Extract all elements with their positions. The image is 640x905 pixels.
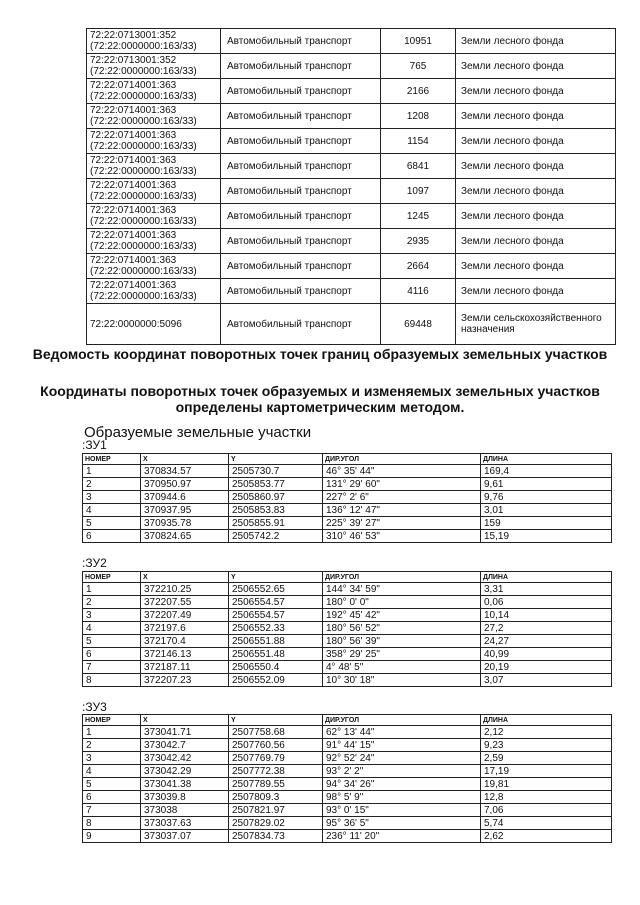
coord-row: [83, 661, 612, 674]
column-header-num: НОМЕР: [83, 454, 141, 465]
coord-x-cell: 370935.78: [141, 517, 229, 530]
parcel-number: 72:22:0714001:363: [90, 230, 177, 241]
coord-num-cell: 4: [83, 622, 141, 635]
coord-x-cell: 372207.49: [141, 609, 229, 622]
parcel-number-cell: [87, 204, 221, 229]
coord-angle-cell: 358° 29' 25": [323, 648, 481, 661]
column-header-num: НОМЕР: [83, 715, 141, 726]
coord-x-cell: 372187.11: [141, 661, 229, 674]
coord-num-cell: 3: [83, 752, 141, 765]
coord-angle-cell: 91° 44' 15": [323, 739, 481, 752]
column-header-x: X: [141, 715, 229, 726]
coord-row: [83, 530, 612, 543]
coord-length-cell: 3,01: [481, 504, 612, 517]
coord-row: [83, 622, 612, 635]
coord-row: [83, 635, 612, 648]
area-cell: 2664: [381, 254, 456, 279]
coord-x-cell: 373041.71: [141, 726, 229, 739]
parcel-number: 72:22:0000000:5096: [90, 318, 182, 330]
coord-y-cell: 2505853.77: [229, 478, 323, 491]
land-category-cell: Земли лесного фонда: [456, 279, 616, 304]
area-cell: 765: [381, 54, 456, 79]
coord-angle-cell: 131° 29' 60": [323, 478, 481, 491]
coord-length-cell: 9,23: [481, 739, 612, 752]
coord-angle-cell: 192° 45' 42": [323, 609, 481, 622]
coord-y-cell: 2507769.79: [229, 752, 323, 765]
coord-angle-cell: 310° 46' 53": [323, 530, 481, 543]
column-header-angle: ДИР.УГОЛ: [323, 454, 481, 465]
column-header-y: Y: [229, 715, 323, 726]
coord-angle-cell: 62° 13' 44": [323, 726, 481, 739]
coord-y-cell: 2506552.65: [229, 583, 323, 596]
coord-length-cell: 3,07: [481, 674, 612, 687]
coord-x-cell: 373041.38: [141, 778, 229, 791]
coord-num-cell: 3: [83, 609, 141, 622]
coord-num-cell: 4: [83, 765, 141, 778]
area-cell: 1208: [381, 104, 456, 129]
coord-length-cell: 5,74: [481, 817, 612, 830]
parcel-number-cell: [87, 279, 221, 304]
coord-length-cell: 19,81: [481, 778, 612, 791]
parcel-number: 72:22:0713001:352: [90, 55, 177, 66]
coord-length-cell: 7,06: [481, 804, 612, 817]
parent-parcel-number: (72:22:0000000:163/33): [90, 191, 197, 202]
land-category-cell: Земли сельскохозяйственного назначения: [456, 304, 616, 345]
coord-x-cell: 372197.6: [141, 622, 229, 635]
coord-row: [83, 830, 612, 843]
usage-cell: Автомобильный транспорт: [221, 179, 381, 204]
coord-length-cell: 40,99: [481, 648, 612, 661]
coord-angle-cell: 144° 34' 59": [323, 583, 481, 596]
column-header-angle: ДИР.УГОЛ: [323, 715, 481, 726]
coord-y-cell: 2507758.68: [229, 726, 323, 739]
coord-row: [83, 674, 612, 687]
plot-label-zu3: :ЗУ3: [82, 700, 107, 714]
coord-length-cell: 12,8: [481, 791, 612, 804]
parcel-number-cell: [87, 304, 221, 345]
cadastral-row: [87, 204, 616, 229]
coord-table-zu1: [82, 453, 612, 543]
cadastral-row: [87, 129, 616, 154]
land-category-cell: Земли лесного фонда: [456, 154, 616, 179]
parcel-number-cell: [87, 54, 221, 79]
column-header-angle: ДИР.УГОЛ: [323, 572, 481, 583]
coord-angle-cell: 92° 52' 24": [323, 752, 481, 765]
usage-cell: Автомобильный транспорт: [221, 254, 381, 279]
coord-row: [83, 739, 612, 752]
parent-parcel-number: (72:22:0000000:163/33): [90, 166, 197, 177]
area-cell: 6841: [381, 154, 456, 179]
area-cell: 1154: [381, 129, 456, 154]
coord-x-cell: 372170.4: [141, 635, 229, 648]
area-cell: 10951: [381, 29, 456, 54]
coord-y-cell: 2507789.55: [229, 778, 323, 791]
coord-length-cell: 2,59: [481, 752, 612, 765]
coord-angle-cell: 46° 35' 44": [323, 465, 481, 478]
coord-length-cell: 3,31: [481, 583, 612, 596]
column-header-y: Y: [229, 454, 323, 465]
coord-y-cell: 2506552.09: [229, 674, 323, 687]
column-header-length: ДЛИНА: [481, 572, 612, 583]
area-cell: 1097: [381, 179, 456, 204]
parent-parcel-number: (72:22:0000000:163/33): [90, 66, 197, 77]
cadastral-row: [87, 179, 616, 204]
coord-length-cell: 17,19: [481, 765, 612, 778]
parcel-number-cell: [87, 154, 221, 179]
usage-cell: Автомобильный транспорт: [221, 29, 381, 54]
parcel-number-cell: [87, 104, 221, 129]
coord-row: [83, 765, 612, 778]
coord-angle-cell: 95° 36' 5": [323, 817, 481, 830]
coord-x-cell: 372210.25: [141, 583, 229, 596]
cadastral-row: [87, 279, 616, 304]
coord-header-row: [83, 454, 612, 465]
coord-x-cell: 373039.8: [141, 791, 229, 804]
column-header-num: НОМЕР: [83, 572, 141, 583]
coord-angle-cell: 180° 56' 52": [323, 622, 481, 635]
coord-y-cell: 2507809.3: [229, 791, 323, 804]
coord-table-zu3: [82, 714, 612, 843]
coord-length-cell: 20,19: [481, 661, 612, 674]
land-category-cell: Земли лесного фонда: [456, 79, 616, 104]
coord-length-cell: 159: [481, 517, 612, 530]
coord-angle-cell: 98° 5' 9": [323, 791, 481, 804]
coord-x-cell: 372146.13: [141, 648, 229, 661]
coord-num-cell: 2: [83, 478, 141, 491]
cadastral-row: [87, 29, 616, 54]
parent-parcel-number: (72:22:0000000:163/33): [90, 266, 197, 277]
coord-row: [83, 648, 612, 661]
coord-x-cell: 370950.97: [141, 478, 229, 491]
land-category-cell: Земли лесного фонда: [456, 29, 616, 54]
coord-row: [83, 791, 612, 804]
coord-x-cell: 373042.29: [141, 765, 229, 778]
usage-cell: Автомобильный транспорт: [221, 154, 381, 179]
coord-x-cell: 370944.6: [141, 491, 229, 504]
parent-parcel-number: (72:22:0000000:163/33): [90, 91, 197, 102]
cadastral-row: [87, 304, 616, 345]
usage-cell: Автомобильный транспорт: [221, 229, 381, 254]
coord-num-cell: 6: [83, 648, 141, 661]
column-header-x: X: [141, 572, 229, 583]
coord-header-row: [83, 715, 612, 726]
land-category-cell: Земли лесного фонда: [456, 254, 616, 279]
coord-row: [83, 465, 612, 478]
area-cell: 1245: [381, 204, 456, 229]
parent-parcel-number: (72:22:0000000:163/33): [90, 141, 197, 152]
usage-cell: Автомобильный транспорт: [221, 54, 381, 79]
coord-y-cell: 2505860.97: [229, 491, 323, 504]
heading-method: Координаты поворотных точек образуемых и изменяемых земельных участков определены картометрическим методом.: [40, 383, 600, 415]
coord-num-cell: 4: [83, 504, 141, 517]
coord-y-cell: 2506551.88: [229, 635, 323, 648]
coord-length-cell: 9,76: [481, 491, 612, 504]
coord-x-cell: 373037.07: [141, 830, 229, 843]
parent-parcel-number: (72:22:0000000:163/33): [90, 41, 197, 52]
usage-cell: Автомобильный транспорт: [221, 204, 381, 229]
parcel-number: 72:22:0714001:363: [90, 255, 177, 266]
area-cell: 2166: [381, 79, 456, 104]
coord-y-cell: 2505730.7: [229, 465, 323, 478]
area-cell: 4116: [381, 279, 456, 304]
usage-cell: Автомобильный транспорт: [221, 304, 381, 345]
coord-table-zu2: [82, 571, 612, 687]
land-category-cell: Земли лесного фонда: [456, 104, 616, 129]
coord-num-cell: 3: [83, 491, 141, 504]
coord-angle-cell: 94° 34' 26": [323, 778, 481, 791]
coord-num-cell: 8: [83, 674, 141, 687]
coord-y-cell: 2506552.33: [229, 622, 323, 635]
parent-parcel-number: (72:22:0000000:163/33): [90, 116, 197, 127]
coord-num-cell: 2: [83, 596, 141, 609]
coord-num-cell: 7: [83, 804, 141, 817]
coord-angle-cell: 93° 0' 15": [323, 804, 481, 817]
coord-x-cell: 370824.65: [141, 530, 229, 543]
coord-length-cell: 2,62: [481, 830, 612, 843]
cadastral-row: [87, 154, 616, 179]
land-category-cell: Земли лесного фонда: [456, 229, 616, 254]
parcel-number-cell: [87, 79, 221, 104]
parcel-number: 72:22:0714001:363: [90, 205, 177, 216]
column-header-length: ДЛИНА: [481, 454, 612, 465]
column-header-x: X: [141, 454, 229, 465]
coord-length-cell: 27,2: [481, 622, 612, 635]
coord-x-cell: 373038: [141, 804, 229, 817]
coord-x-cell: 373042.7: [141, 739, 229, 752]
coord-row: [83, 583, 612, 596]
coord-angle-cell: 227° 2' 6": [323, 491, 481, 504]
coord-row: [83, 517, 612, 530]
usage-cell: Автомобильный транспорт: [221, 104, 381, 129]
coord-row: [83, 804, 612, 817]
coord-num-cell: 5: [83, 635, 141, 648]
coord-num-cell: 1: [83, 583, 141, 596]
coord-length-cell: 2,12: [481, 726, 612, 739]
plot-label-zu2: :ЗУ2: [82, 556, 107, 570]
coord-row: [83, 726, 612, 739]
coord-y-cell: 2506551.48: [229, 648, 323, 661]
coord-num-cell: 7: [83, 661, 141, 674]
coord-x-cell: 370937.95: [141, 504, 229, 517]
coord-y-cell: 2507821.97: [229, 804, 323, 817]
land-category-cell: Земли лесного фонда: [456, 54, 616, 79]
coord-num-cell: 9: [83, 830, 141, 843]
coord-y-cell: 2506554.57: [229, 596, 323, 609]
parcel-number: 72:22:0713001:352: [90, 30, 177, 41]
area-cell: 2935: [381, 229, 456, 254]
coord-row: [83, 817, 612, 830]
parcel-number-cell: [87, 254, 221, 279]
cadastral-row: [87, 229, 616, 254]
coord-angle-cell: 136° 12' 47": [323, 504, 481, 517]
coord-row: [83, 778, 612, 791]
coord-num-cell: 5: [83, 517, 141, 530]
coord-angle-cell: 180° 56' 39": [323, 635, 481, 648]
usage-cell: Автомобильный транспорт: [221, 79, 381, 104]
coord-row: [83, 609, 612, 622]
parcel-number: 72:22:0714001:363: [90, 280, 177, 291]
coord-x-cell: 372207.23: [141, 674, 229, 687]
land-category-cell: Земли лесного фонда: [456, 179, 616, 204]
parcel-number: 72:22:0714001:363: [90, 130, 177, 141]
coord-row: [83, 752, 612, 765]
coord-length-cell: 169,4: [481, 465, 612, 478]
coord-angle-cell: 180° 0' 0": [323, 596, 481, 609]
coord-angle-cell: 4° 48' 5": [323, 661, 481, 674]
coord-y-cell: 2505853.83: [229, 504, 323, 517]
coord-y-cell: 2507772.38: [229, 765, 323, 778]
column-header-length: ДЛИНА: [481, 715, 612, 726]
coord-length-cell: 0,06: [481, 596, 612, 609]
parent-parcel-number: (72:22:0000000:163/33): [90, 216, 197, 227]
parent-parcel-number: (72:22:0000000:163/33): [90, 241, 197, 252]
coord-y-cell: 2506554.57: [229, 609, 323, 622]
coord-length-cell: 24,27: [481, 635, 612, 648]
coord-x-cell: 373037.63: [141, 817, 229, 830]
parent-parcel-number: (72:22:0000000:163/33): [90, 291, 197, 302]
coord-angle-cell: 10° 30' 18": [323, 674, 481, 687]
coord-row: [83, 504, 612, 517]
coord-x-cell: 370834.57: [141, 465, 229, 478]
coord-row: [83, 478, 612, 491]
coord-y-cell: 2507829.02: [229, 817, 323, 830]
coord-header-row: [83, 572, 612, 583]
coord-length-cell: 9,61: [481, 478, 612, 491]
cadastral-table: [86, 28, 616, 345]
parcel-number: 72:22:0714001:363: [90, 105, 177, 116]
coord-y-cell: 2505742.2: [229, 530, 323, 543]
coord-x-cell: 372207.55: [141, 596, 229, 609]
cadastral-row: [87, 79, 616, 104]
coord-y-cell: 2507834.73: [229, 830, 323, 843]
coord-y-cell: 2505855.91: [229, 517, 323, 530]
cadastral-row: [87, 54, 616, 79]
plot-label-zu1: :ЗУ1: [82, 438, 107, 452]
land-category-cell: Земли лесного фонда: [456, 129, 616, 154]
coord-length-cell: 10,14: [481, 609, 612, 622]
parcel-number-cell: [87, 129, 221, 154]
coord-num-cell: 6: [83, 530, 141, 543]
coord-num-cell: 1: [83, 726, 141, 739]
coord-y-cell: 2506550.4: [229, 661, 323, 674]
cadastral-row: [87, 254, 616, 279]
coord-num-cell: 2: [83, 739, 141, 752]
coord-num-cell: 5: [83, 778, 141, 791]
parcel-number: 72:22:0714001:363: [90, 155, 177, 166]
section-title: Образуемые земельные участки: [84, 424, 312, 441]
coord-y-cell: 2507760.56: [229, 739, 323, 752]
column-header-y: Y: [229, 572, 323, 583]
usage-cell: Автомобильный транспорт: [221, 279, 381, 304]
coord-x-cell: 373042.42: [141, 752, 229, 765]
parcel-number: 72:22:0714001:363: [90, 80, 177, 91]
land-category-cell: Земли лесного фонда: [456, 204, 616, 229]
coord-angle-cell: 225° 39' 27": [323, 517, 481, 530]
area-cell: 69448: [381, 304, 456, 345]
coord-num-cell: 6: [83, 791, 141, 804]
parcel-number-cell: [87, 179, 221, 204]
parcel-number-cell: [87, 229, 221, 254]
parcel-number-cell: [87, 29, 221, 54]
parcel-number: 72:22:0714001:363: [90, 180, 177, 191]
coord-num-cell: 8: [83, 817, 141, 830]
coord-row: [83, 491, 612, 504]
coord-length-cell: 15,19: [481, 530, 612, 543]
heading-statement: Ведомость координат поворотных точек границ образуемых земельных участков: [32, 346, 608, 362]
coord-angle-cell: 236° 11' 20": [323, 830, 481, 843]
usage-cell: Автомобильный транспорт: [221, 129, 381, 154]
coord-num-cell: 1: [83, 465, 141, 478]
coord-row: [83, 596, 612, 609]
cadastral-row: [87, 104, 616, 129]
coord-angle-cell: 93° 2' 2": [323, 765, 481, 778]
